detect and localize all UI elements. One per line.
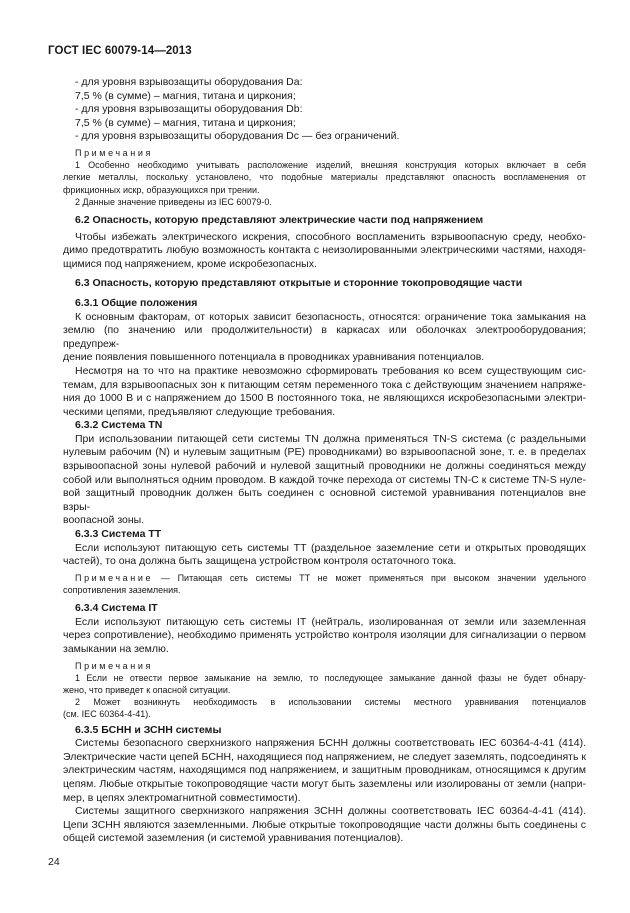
- text-line: электрическим частям, находящимся под напряжением, и защитным проводникам, относящимся к другим: [63, 764, 586, 777]
- paragraph: [63, 310, 586, 365]
- list-item: - для уровня взрывозащиты оборудования Db:: [75, 103, 303, 116]
- text-line: через сопротивление), необходимо применять устройство контроля изоляции для сигнализации о первом: [63, 629, 586, 642]
- paragraph: [63, 737, 586, 805]
- text-line: Если используют питающую сеть системы IT (нейтраль, изолированная от земли или заземленная: [75, 615, 586, 628]
- note-line: фрикционных искр, образующихся при трении.: [63, 184, 260, 195]
- paragraph: [63, 432, 586, 528]
- list-item: - для уровня взрывозащиты оборудования Da:: [75, 76, 303, 88]
- note-line: [75, 572, 586, 584]
- notes-block: [63, 147, 586, 208]
- note-line: 2 Может возникнуть необходимость в использовании системы местного уравнивания потенциалов: [75, 697, 586, 708]
- text-line: мер, в цепях электромагнитной совместимости).: [63, 791, 301, 804]
- text-line: Системы защитного сверхнизкого напряжения ЗСНН должны соответствовать IEC 60364-4-41 (414).: [75, 805, 586, 818]
- text-line: собой или выполняться одним проводом. В каждой точке перехода от системы TN-C к системе TN-S нуле-: [63, 473, 586, 486]
- subsection-heading-6-3-2: 6.3.2 Система TN: [75, 419, 163, 432]
- notes-block: [63, 660, 586, 721]
- paragraph: [63, 805, 586, 846]
- paragraph: [63, 230, 586, 272]
- text-line: Если используют питающую сеть системы TT (раздельное заземление сети и открытых проводящих: [75, 541, 586, 554]
- list-item: 7,5 % (в сумме) – магния, титана и циркония;: [75, 116, 296, 129]
- section-heading-6-3: 6.3 Опасность, которую представляют открытые и сторонние токопроводящие части: [75, 277, 523, 290]
- text-line: дение появления повышенного потенциала в проводниках уравнивания потенциалов.: [63, 351, 485, 364]
- note-line: 1 Особенно необходимо учитывать расположение изделий, внешняя конструкция которых включает в себя: [75, 160, 586, 171]
- text-line: землю (по значению или продолжительности) в каркасах или оболочках электрооборудования; предупреж-: [63, 324, 586, 350]
- text-line: Несмотря на то что на практике невозможно сформировать требования ко всем существующим сис-: [75, 364, 586, 377]
- note-line: 2 Данные значение приведены из IEC 60079-0.: [75, 196, 272, 207]
- note-line: (см. IEC 60364-4-41).: [63, 709, 151, 720]
- text-line: замыкании на землю.: [63, 643, 169, 656]
- text-line: вой защитный проводник должен быть соединен с основной системой уравнивания потенциалов вне взры-: [63, 487, 586, 513]
- page-number: 24: [48, 856, 60, 868]
- note-line: легкие металлы, поскольку установлено, что подобные материалы представляют опасность воспламенения от: [63, 172, 586, 183]
- text-line: Чтобы избежать электрического искрения, способного воспламенить взрывоопасную среду, необхо-: [75, 230, 586, 243]
- notes-label: Примечания: [75, 147, 153, 158]
- text-line: К основным факторам, от которых зависит безопасность, относятся: ограничение тока замыкания на: [75, 310, 586, 323]
- text-line: взрывоопасной зоны нулевой рабочий и нулевой защитный проводники не должны соединяться между: [63, 460, 586, 473]
- paragraph: [63, 541, 586, 569]
- text-line: нулевым рабочим (N) и нулевым защитным (PE) проводниками) во взрывоопасной зоне, т. е. в пределах: [63, 446, 586, 459]
- subsection-heading-6-3-3: 6.3.3 Система TT: [75, 528, 162, 541]
- text-line: Системы безопасного сверхнизкого напряжения БСНН должны соответствовать IEC 60364-4-41 (414).: [75, 737, 586, 750]
- note-text: — Питающая сеть системы TT не может применяться при высоком значении удельного: [160, 572, 586, 583]
- text-line: темам, для взрывоопасных зон к питающим сетям переменного тока с действующим значением напряже-: [63, 378, 586, 391]
- text-line: щимися под напряжением, кроме искробезопасных.: [63, 257, 317, 270]
- text-line: воопасной зоны.: [63, 514, 145, 527]
- intro-list: [75, 76, 586, 144]
- note-label: Примечание: [75, 572, 154, 583]
- text-line: цепям. Любые открытые токопроводящие части могут быть заземлены или изолированы от земли (напри-: [63, 778, 586, 790]
- list-item: 7,5 % (в сумме) – магния, титана и циркония;: [75, 89, 296, 102]
- text-line: частей), то она должна быть защищена устройством контроля остаточного тока.: [63, 555, 457, 568]
- note-line: жено, что приведет к опасной ситуации.: [63, 685, 231, 696]
- note-line: 1 Если не отвести первое замыкание на землю, то последующее замыкание данной фазы не будет обнару-: [75, 672, 586, 683]
- text-line: ческими цепями, предъявляют следующие требования.: [63, 405, 336, 418]
- subsection-heading-6-3-4: 6.3.4 Система IT: [75, 602, 158, 615]
- text-line: При использовании питающей сети системы TN должна применяться TN-S система (с раздельными: [75, 432, 586, 445]
- paragraph: [63, 615, 586, 657]
- text-line: Электрические части цепей БСНН, находящиеся под напряжением, не следует заземлять, подсоединять к: [63, 750, 586, 763]
- text-line: димо предотвратить любую возможность контакта с неизолированными электрическими частями, находя-: [63, 244, 586, 257]
- subsection-heading-6-3-5: 6.3.5 БСНН и ЗСНН системы: [75, 723, 222, 736]
- text-line: ния до 1000 В и с напряжением до 1500 В постоянного тока, не являющихся искробезопасными электри-: [63, 392, 586, 405]
- section-heading-6-2: 6.2 Опасность, которую представляют электрические части под напряжением: [75, 213, 484, 226]
- text-line: общей системой заземления (и системой уравнивания потенциалов).: [63, 832, 404, 845]
- note-block: [63, 572, 586, 596]
- subsection-heading-6-3-1: 6.3.1 Общие положения: [75, 296, 198, 309]
- paragraph: [63, 364, 586, 419]
- note-line: сопротивления заземления.: [63, 585, 181, 596]
- document-header: ГОСТ IEC 60079-14—2013: [48, 45, 192, 57]
- list-item: - для уровня взрывозащиты оборудования Dc — без ограничений.: [75, 130, 400, 143]
- notes-label: Примечания: [75, 660, 153, 671]
- text-line: Цепи ЗСНН являются заземленными. Любые открытые токопроводящие части должны быть соединены с: [63, 818, 586, 831]
- page-content: [63, 76, 586, 846]
